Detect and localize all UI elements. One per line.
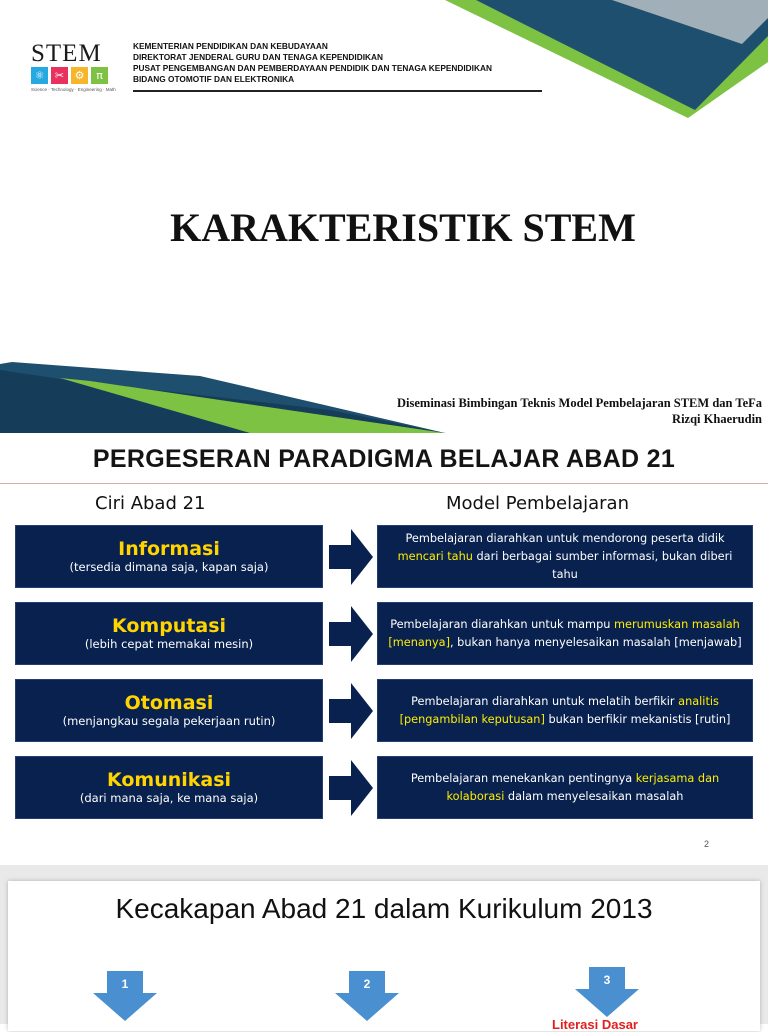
left-column-header: Ciri Abad 21 — [95, 493, 206, 514]
title-divider — [0, 483, 768, 484]
ministry-line: BIDANG OTOMOTIF DAN ELEKTRONIKA — [133, 74, 295, 84]
stem-logo-word: STEM — [31, 40, 102, 67]
highlight-text: merumuskan masalah [menanya] — [388, 617, 740, 649]
slide-title: Kecakapan Abad 21 dalam Kurikulum 2013 — [115, 893, 653, 924]
feature-name: Komunikasi — [106, 769, 232, 791]
learning-model-text: Pembelajaran diarahkan untuk melatih berfikir analitis [pengambilan keputusan] bukan berfikir mekanistis [rutin] — [399, 694, 731, 726]
feature-name: Informasi — [118, 538, 220, 560]
learning-model-box — [377, 756, 753, 819]
feature-box-informasi — [15, 525, 323, 588]
learning-model-box — [377, 525, 753, 588]
learning-model-text: Pembelajaran menekankan pentingnya kerjasama dan kolaborasi dalam menyelesaikan masalah — [410, 771, 720, 803]
learning-model-text: Pembelajaran diarahkan untuk mendorong peserta didik mencari tahu dari berbagai sumber informasi, bukan diberi tahu — [397, 531, 733, 581]
title-slide — [0, 0, 768, 433]
learning-model-box — [377, 679, 753, 742]
ministry-line: KEMENTERIAN PENDIDIKAN DAN KEBUDAYAAN — [133, 41, 328, 51]
highlight-text: analitis [pengambilan keputusan] — [399, 694, 719, 726]
highlight-text: mencari tahu — [397, 549, 473, 563]
slide-title: KARAKTERISTIK STEM — [170, 205, 636, 250]
feature-name: Otomasi — [124, 692, 214, 714]
right-arrow-icon — [329, 758, 373, 818]
ministry-line: DIREKTORAT JENDERAL GURU DAN TENAGA KEPENDIDIKAN — [133, 52, 383, 62]
feature-description: (lebih cepat memakai mesin) — [84, 637, 254, 651]
feature-name: Komputasi — [111, 615, 227, 637]
right-arrow-icon — [329, 527, 373, 587]
learning-model-box — [377, 602, 753, 665]
slide-title: PERGESERAN PARADIGMA BELAJAR ABAD 21 — [92, 445, 676, 473]
slide-footer-credits — [397, 395, 762, 427]
step-number: 3 — [603, 973, 611, 987]
header-divider — [133, 90, 542, 92]
ministry-header — [133, 41, 492, 85]
feature-box-komunikasi — [15, 756, 323, 819]
event-subtitle: Diseminasi Bimbingan Teknis Model Pembelajaran STEM dan TeFa — [397, 396, 762, 410]
feature-description: (tersedia dimana saja, kapan saja) — [69, 560, 269, 574]
page-number: 2 — [704, 839, 710, 849]
stem-logo-icons — [31, 67, 108, 84]
feature-box-otomasi — [15, 679, 323, 742]
ministry-line: PUSAT PENGEMBANGAN DAN PEMBERDAYAAN PENDIDIK DAN TENAGA KEPENDIDIKAN — [133, 63, 492, 73]
learning-model-text: Pembelajaran diarahkan untuk mampu merumuskan masalah [menanya], bukan hanya menyelesaikan masalah [menjawab] — [388, 617, 742, 649]
paradigm-slide — [0, 433, 768, 865]
highlight-text: kerjasama dan kolaborasi — [446, 771, 720, 803]
step-number: 1 — [121, 977, 129, 991]
atom-icon: ⚛ — [31, 67, 48, 84]
competency-slide — [0, 865, 768, 1032]
right-arrow-icon — [329, 604, 373, 664]
tools-icon: ✂ — [51, 67, 68, 84]
author-name: Rizqi Khaerudin — [672, 412, 762, 426]
stem-logo-tagline: Science · Technology · Engineering · Math — [31, 87, 116, 92]
feature-description: (menjangkau segala pekerjaan rutin) — [62, 714, 276, 728]
feature-description: (dari mana saja, ke mana saja) — [79, 791, 259, 805]
right-arrow-icon — [329, 681, 373, 741]
pi-icon: π — [91, 67, 108, 84]
right-column-header: Model Pembelajaran — [446, 493, 629, 514]
feature-box-komputasi — [15, 602, 323, 665]
step-number: 2 — [363, 977, 371, 991]
literacy-label: Literasi Dasar — [552, 1017, 638, 1032]
gear-icon: ⚙ — [71, 67, 88, 84]
